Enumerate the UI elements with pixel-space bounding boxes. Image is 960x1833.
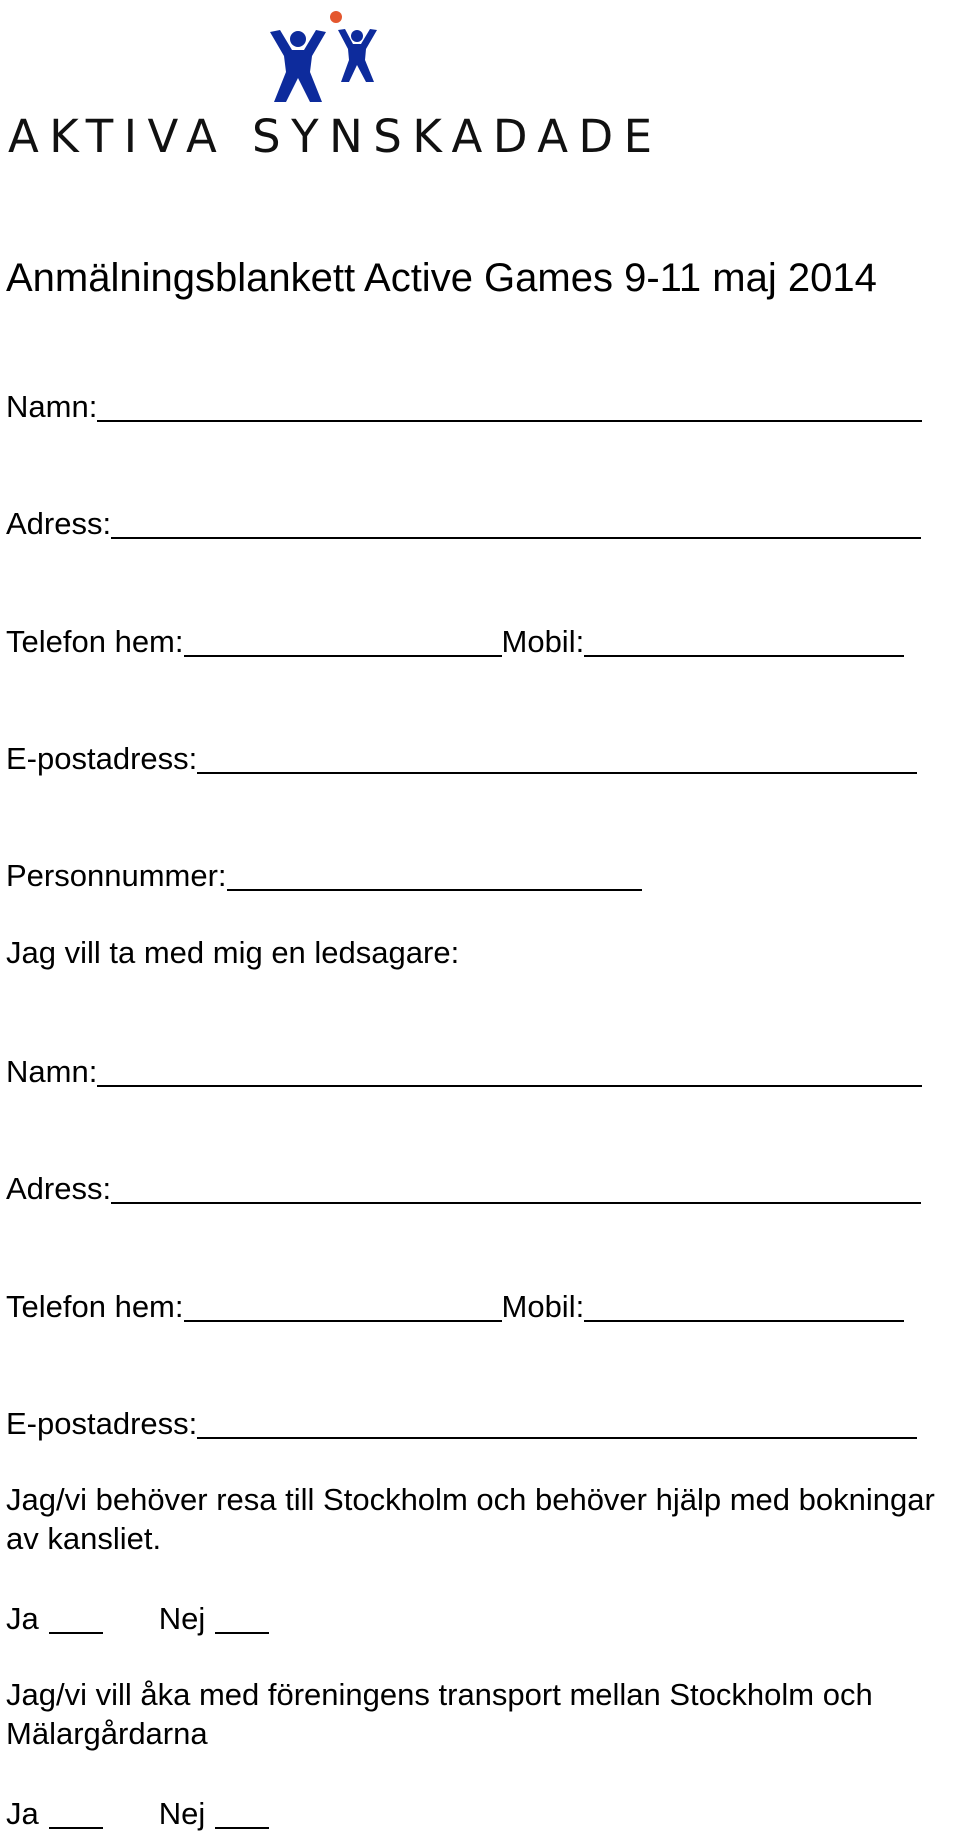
companion-email-label: E-postadress:: [6, 1406, 198, 1441]
participant-phone-row: [6, 624, 904, 657]
companion-name-field[interactable]: [97, 1054, 922, 1087]
question-travel-no-label: Nej: [158, 1601, 206, 1636]
participant-address-label: Adress:: [6, 506, 112, 541]
page-title: Anmälningsblankett Active Games 9-11 maj 2014: [6, 256, 877, 300]
question-transport-yes-label: Ja: [6, 1796, 39, 1831]
companion-email-field[interactable]: [197, 1406, 917, 1439]
logo: [8, 10, 663, 165]
logo-figure-large: [270, 30, 326, 102]
logo-text: AKTIVA SYNSKADADE: [8, 110, 663, 163]
companion-mobile-field[interactable]: [584, 1289, 904, 1322]
companion-phone-field[interactable]: [184, 1289, 502, 1322]
companion-heading-row: [6, 937, 459, 968]
companion-mobile-label: Mobil:: [501, 1289, 585, 1324]
participant-name-label: Namn:: [6, 389, 98, 424]
participant-email-row: [6, 741, 917, 774]
question-travel: Jag/vi behöver resa till Stockholm och behöver hjälp med bokningar av kansliet.: [6, 1482, 935, 1556]
participant-email-label: E-postadress:: [6, 741, 198, 776]
question-travel-no-field[interactable]: [215, 1601, 269, 1634]
participant-personal-number-row: [6, 858, 642, 891]
question-transport-yes-field[interactable]: [49, 1796, 103, 1829]
logo-figure-small: [338, 29, 377, 82]
companion-heading: Jag vill ta med mig en ledsagare:: [6, 935, 460, 970]
question-transport-options: [6, 1796, 269, 1829]
question-travel-yes-field[interactable]: [49, 1601, 103, 1634]
companion-phone-label: Telefon hem:: [6, 1289, 184, 1324]
participant-address-row: [6, 506, 921, 539]
participant-address-field[interactable]: [111, 506, 921, 539]
participant-name-field[interactable]: [97, 389, 922, 422]
question-transport-no-field[interactable]: [215, 1796, 269, 1829]
companion-address-row: [6, 1171, 921, 1204]
participant-phone-field[interactable]: [184, 624, 502, 657]
companion-name-label: Namn:: [6, 1054, 98, 1089]
companion-address-label: Adress:: [6, 1171, 112, 1206]
question-travel-options: [6, 1601, 269, 1634]
logo-dot: [330, 11, 342, 23]
participant-personal-number-label: Personnummer:: [6, 858, 227, 893]
participant-personal-number-field[interactable]: [227, 858, 642, 891]
question-travel-yes-label: Ja: [6, 1601, 39, 1636]
logo-figures-icon: [260, 10, 390, 105]
participant-mobile-label: Mobil:: [501, 624, 585, 659]
companion-name-row: [6, 1054, 922, 1087]
question-transport: Jag/vi vill åka med föreningens transport mellan Stockholm och Mälargårdarna: [6, 1677, 873, 1751]
participant-mobile-field[interactable]: [584, 624, 904, 657]
participant-name-row: [6, 389, 922, 422]
companion-phone-row: [6, 1289, 904, 1322]
companion-email-row: [6, 1406, 917, 1439]
question-transport-no-label: Nej: [158, 1796, 206, 1831]
participant-email-field[interactable]: [197, 741, 917, 774]
companion-address-field[interactable]: [111, 1171, 921, 1204]
participant-phone-label: Telefon hem:: [6, 624, 184, 659]
